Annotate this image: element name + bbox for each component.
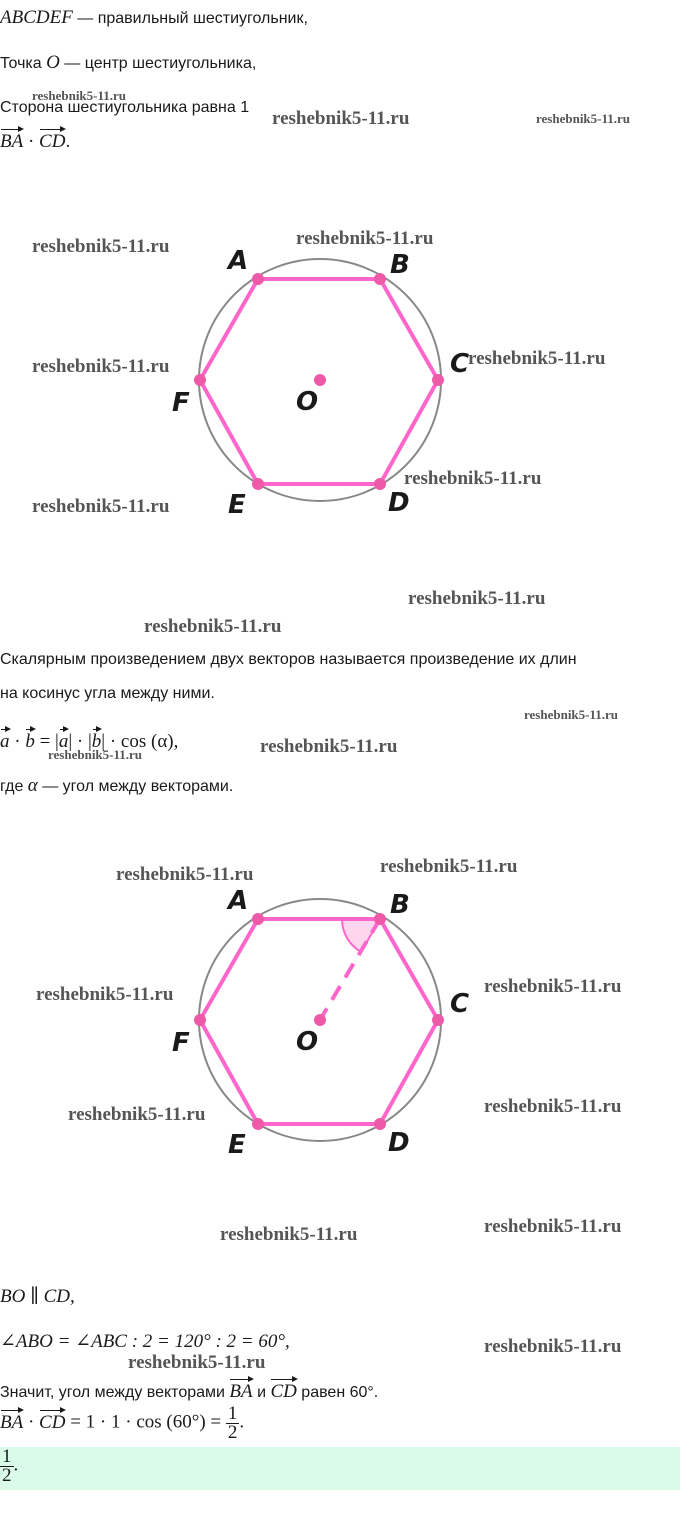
watermark: reshebnik5-11.ru — [68, 1104, 206, 1125]
vertex-c-point — [432, 1014, 444, 1026]
vertex-b-point — [374, 273, 386, 285]
watermark: reshebnik5-11.ru — [536, 111, 631, 126]
statement-prefix-2: Точка — [0, 55, 47, 72]
watermark: reshebnik5-11.ru — [272, 108, 410, 129]
vector-cd: CD — [39, 128, 65, 152]
answer-fraction: $\frac{1}{2}$ — [2, 1447, 12, 1486]
vertex-d-point — [374, 478, 386, 490]
center-point — [314, 374, 326, 386]
vertex-b-point — [374, 913, 386, 925]
theory-line-1: Скалярным произведением двух векторов называется произведение их длин — [0, 651, 577, 668]
theory-line-2: на косинус угла между ними. — [0, 685, 215, 702]
statement-text-2: — центр шестиугольника, — [59, 55, 257, 72]
watermark: reshebnik5-11.ru — [484, 976, 622, 997]
vector-cd: CD — [270, 1378, 296, 1402]
product-equation: BA · CD = 1 · 1 · cos (60°) = $\frac{1}{2}$ . — [0, 1403, 245, 1443]
label-e: E — [228, 490, 246, 520]
task-end: . — [65, 131, 71, 152]
statement-line-3: Сторона шестиугольника равна 1 — [0, 99, 250, 116]
angle-equation: ∠ABO = ∠ABC : 2 = 120° : 2 = 60°, — [0, 1331, 290, 1352]
vector-a-abs: a — [59, 728, 69, 752]
hexagon-figure-2 — [0, 840, 680, 1180]
watermark: reshebnik5-11.ru — [48, 747, 143, 762]
conclusion-and: и — [252, 1384, 271, 1401]
alpha-symbol: α — [27, 775, 38, 796]
watermark: reshebnik5-11.ru — [484, 1216, 622, 1237]
vertex-a-point — [252, 913, 264, 925]
watermark: reshebnik5-11.ru — [32, 356, 170, 377]
watermark: reshebnik5-11.ru — [220, 1224, 358, 1245]
vector-a: a — [0, 728, 10, 752]
label-f: F — [172, 1028, 190, 1058]
where-text: — угол между векторами. — [37, 778, 234, 795]
formula-bar: | · | — [68, 731, 92, 752]
watermark: reshebnik5-11.ru — [36, 984, 174, 1005]
label-c: C — [450, 989, 470, 1019]
label-a: A — [228, 246, 249, 276]
vertex-e-point — [252, 1118, 264, 1130]
watermark: reshebnik5-11.ru — [128, 1352, 266, 1373]
watermark: reshebnik5-11.ru — [524, 707, 619, 722]
center-point — [314, 1014, 326, 1026]
theory-where-line — [0, 776, 233, 797]
statement-text-1: — правильный шестиугольник, — [72, 10, 308, 27]
label-b: B — [390, 250, 410, 280]
vertex-e-point — [252, 478, 264, 490]
conclusion-end: равен 60°. — [296, 1384, 379, 1401]
angle-abo-marker — [342, 919, 380, 952]
label-d: D — [388, 1128, 410, 1158]
watermark: reshebnik5-11.ru — [32, 88, 127, 103]
dot-operator: · — [23, 131, 40, 152]
center-name: O — [46, 52, 60, 73]
conclusion-line — [0, 1378, 378, 1403]
vector-ba: BA — [0, 128, 23, 152]
label-d: D — [388, 488, 410, 518]
vector-ba: BA — [229, 1378, 252, 1402]
watermark: reshebnik5-11.ru — [484, 1096, 622, 1117]
formula-end: | · cos (α), — [101, 731, 179, 752]
vector-cd: CD — [39, 1409, 65, 1433]
label-e: E — [228, 1130, 246, 1160]
vector-ba: BA — [0, 1409, 23, 1433]
label-o: O — [296, 387, 319, 417]
label-a: A — [228, 886, 249, 916]
watermark: reshebnik5-11.ru — [116, 864, 254, 885]
label-f: F — [172, 388, 190, 418]
watermark: reshebnik5-11.ru — [484, 1336, 622, 1357]
vector-b: b — [25, 728, 35, 752]
vertex-f-point — [194, 1014, 206, 1026]
watermark: reshebnik5-11.ru — [404, 468, 542, 489]
vertex-d-point — [374, 1118, 386, 1130]
where-prefix: где — [0, 778, 28, 795]
statement-line-2 — [0, 53, 256, 74]
label-b: B — [390, 890, 410, 920]
watermark: reshebnik5-11.ru — [468, 348, 606, 369]
task-expression — [0, 128, 70, 153]
watermark: reshebnik5-11.ru — [408, 588, 546, 609]
answer-value: $\frac{1}{2}$ . — [2, 1447, 19, 1486]
watermark: reshebnik5-11.ru — [296, 228, 434, 249]
vector-b-abs: b — [92, 728, 102, 752]
label-c: C — [450, 349, 470, 379]
label-o: O — [296, 1027, 319, 1057]
fraction-one-half: $\frac{1}{2}$ — [227, 1403, 238, 1443]
parallel-statement: BO ∥ CD, — [0, 1286, 75, 1307]
watermark: reshebnik5-11.ru — [260, 736, 398, 757]
watermark: reshebnik5-11.ru — [144, 616, 282, 637]
statement-line-1 — [0, 8, 308, 29]
formula-mid: = | — [34, 731, 59, 752]
watermark: reshebnik5-11.ru — [380, 856, 518, 877]
hexagon-name: ABCDEF — [0, 7, 73, 28]
watermark: reshebnik5-11.ru — [32, 236, 170, 257]
product-mid: = 1 · 1 · cos (60°) = — [65, 1411, 226, 1433]
vertex-a-point — [252, 273, 264, 285]
conclusion-prefix: Значит, угол между векторами — [0, 1384, 230, 1401]
product-end: . — [239, 1411, 245, 1433]
vertex-c-point — [432, 374, 444, 386]
dot-product-formula: a · b = |a| · |b| · cos (α), — [0, 728, 178, 753]
watermark: reshebnik5-11.ru — [32, 496, 170, 517]
answer-box — [0, 1447, 680, 1490]
vertex-f-point — [194, 374, 206, 386]
